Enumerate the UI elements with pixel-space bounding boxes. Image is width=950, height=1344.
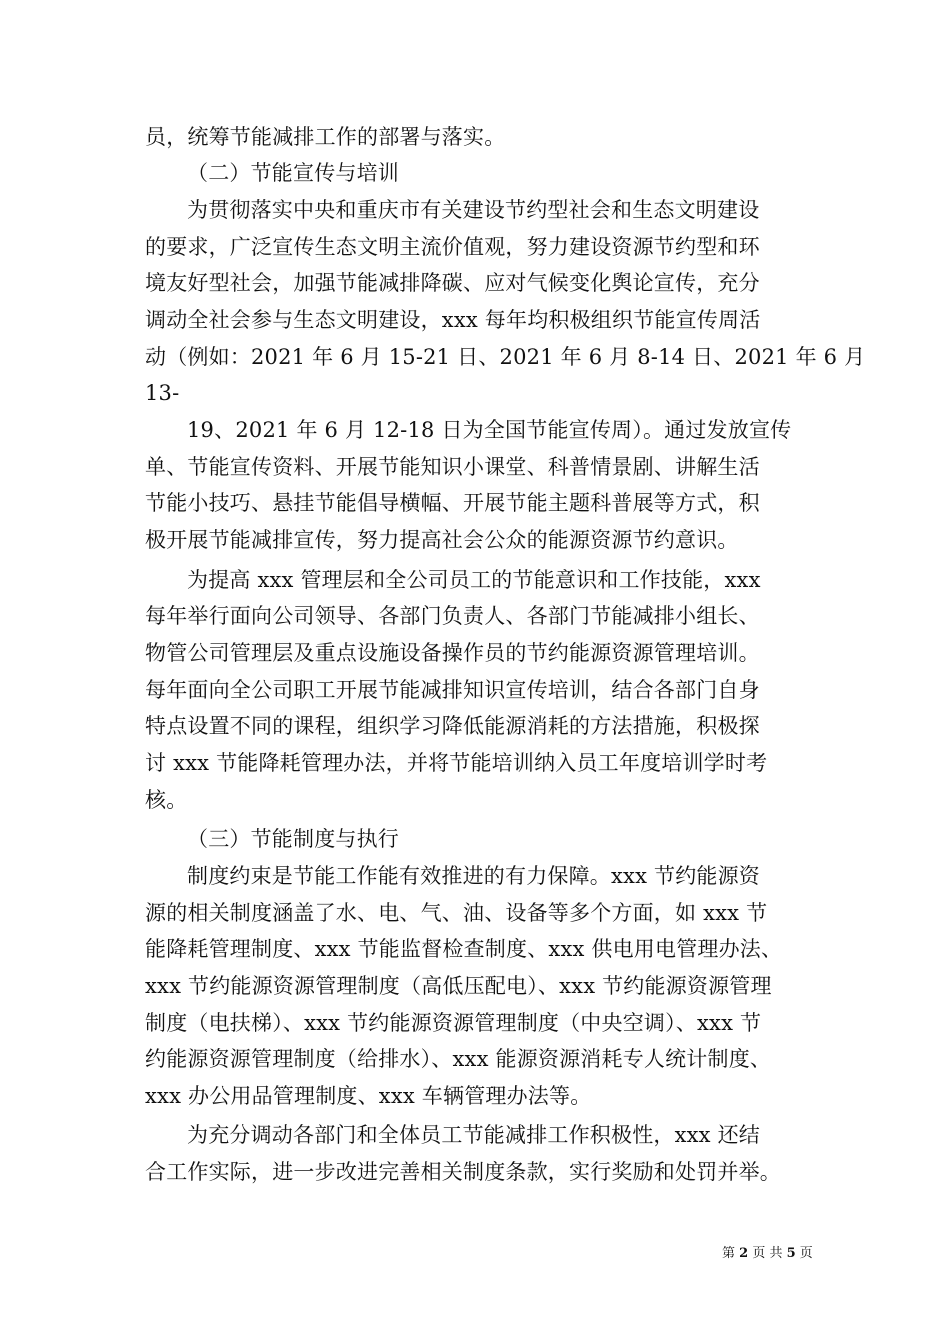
body-text-line: 节能小技巧、悬挂节能倡导横幅、开展节能主题科普展等方式，积: [145, 491, 760, 515]
section-heading: （三）节能制度与执行: [187, 827, 399, 851]
total-pages-number: 5: [786, 1246, 796, 1261]
footer-suffix: 页: [795, 1246, 813, 1261]
body-text-line: 制度（电扶梯）、xxx 节约能源资源管理制度（中央空调）、xxx 节: [145, 1011, 762, 1035]
body-text-line: 讨 xxx 节能降耗管理办法，并将节能培训纳入员工年度培训学时考: [145, 751, 768, 775]
body-text-line: 境友好型社会，加强节能减排降碳、应对气候变化舆论宣传，充分: [145, 271, 760, 295]
body-text-line: 为贯彻落实中央和重庆市有关建设节约型社会和生态文明建设: [187, 198, 760, 222]
body-text-line: 核。: [145, 788, 188, 812]
body-text-line: 每年举行面向公司领导、各部门负责人、各部门节能减排小组长、: [145, 604, 760, 628]
body-text-line: 源的相关制度涵盖了水、电、气、油、设备等多个方面，如 xxx 节: [145, 901, 768, 925]
body-text-line: xxx 办公用品管理制度、xxx 车辆管理办法等。: [145, 1084, 592, 1108]
current-page-number: 2: [739, 1246, 749, 1261]
footer-prefix: 第: [722, 1246, 740, 1261]
body-text-line: 调动全社会参与生态文明建设，xxx 每年均积极组织节能宣传周活: [145, 308, 761, 332]
body-text-line: 19、2021 年 6 月 12-18 日为全国节能宣传周）。通过发放宣传: [187, 418, 792, 442]
body-text-line: 员，统筹节能减排工作的部署与落实。: [145, 125, 506, 149]
body-text-line: 制度约束是节能工作能有效推进的有力保障。xxx 节约能源资: [187, 864, 761, 888]
body-text-line: 特点设置不同的课程，组织学习降低能源消耗的方法措施，积极探: [145, 714, 760, 738]
body-text-line: xxx 节约能源资源管理制度（高低压配电）、xxx 节约能源资源管理: [145, 974, 772, 998]
footer-middle: 页 共: [748, 1246, 787, 1261]
body-text-line: 单、节能宣传资料、开展节能知识小课堂、科普情景剧、讲解生活: [145, 455, 760, 479]
body-text-line: 每年面向全公司职工开展节能减排知识宣传培训，结合各部门自身: [145, 678, 760, 702]
body-text-line: 合工作实际，进一步改进完善相关制度条款，实行奖励和处罚并举。: [145, 1160, 781, 1184]
body-text-line: 的要求，广泛宣传生态文明主流价值观，努力建设资源节约型和环: [145, 235, 760, 259]
body-text-line: 13-: [145, 381, 180, 405]
body-text-line: 约能源资源管理制度（给排水）、xxx 能源资源消耗专人统计制度、: [145, 1047, 772, 1071]
body-text-line: 能降耗管理制度、xxx 节能监督检查制度、xxx 供电用电管理办法、: [145, 937, 783, 961]
body-text-line: 为充分调动各部门和全体员工节能减排工作积极性，xxx 还结: [187, 1123, 761, 1147]
body-text-line: 物管公司管理层及重点设施设备操作员的节约能源资源管理培训。: [145, 641, 760, 665]
body-text-line: 为提高 xxx 管理层和全公司员工的节能意识和工作技能，xxx: [187, 568, 761, 592]
section-heading: （二）节能宣传与培训: [187, 161, 399, 185]
page-number-footer: [722, 1246, 813, 1262]
body-text-line: 动（例如：2021 年 6 月 15-21 日、2021 年 6 月 8-14 日、2021 年 6 月: [145, 345, 866, 369]
body-text-line: 极开展节能减排宣传，努力提高社会公众的能源资源节约意识。: [145, 528, 739, 552]
